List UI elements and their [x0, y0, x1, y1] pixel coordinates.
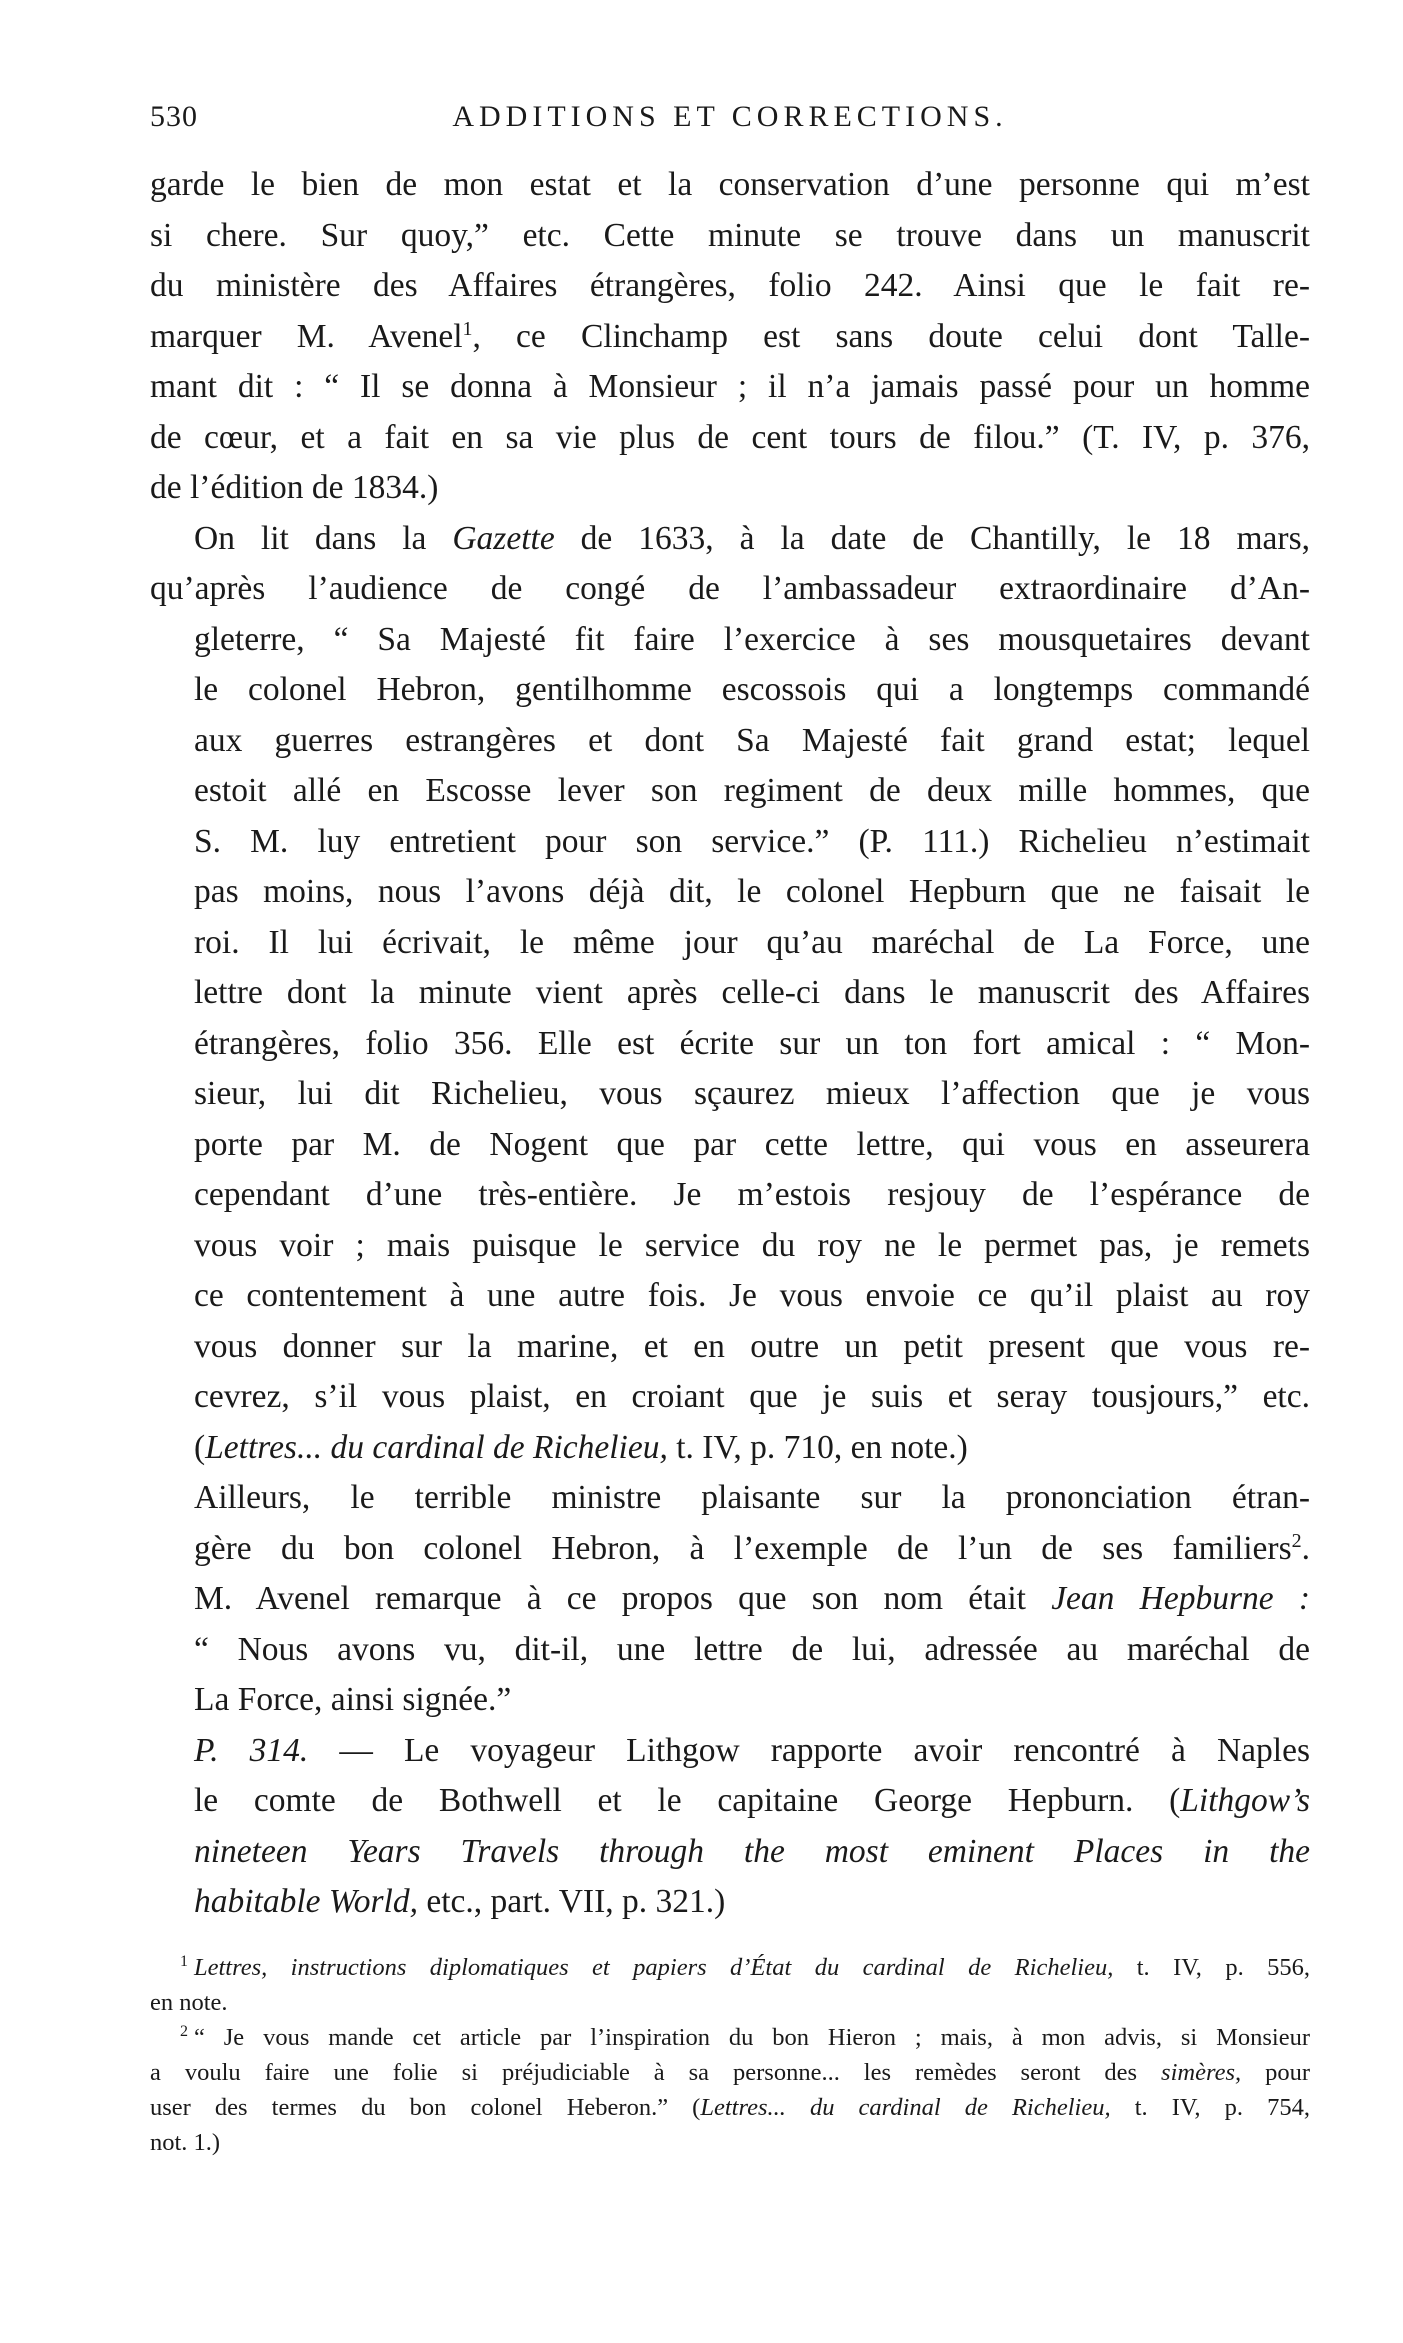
text-line: (Lettres... du cardinal de Richelieu, t. IV, p. 710, en note.) — [194, 1428, 968, 1466]
footnote-2 — [150, 2020, 1310, 2160]
text-line: cependant d’une très-entière. Je m’estois resjouy de l’espérance de — [194, 1176, 1310, 1213]
text-line: P. 314. — Le voyageur Lithgow rapporte avoir rencontré à Naples — [194, 1731, 1310, 1769]
footnote-mark: 2 — [180, 2022, 188, 2040]
footnote-line: not. 1.) — [150, 2129, 221, 2156]
text-line: gère du bon colonel Hebron, à l’exemple de l’un de ses familiers$^2$. — [194, 1529, 1310, 1567]
main-text — [150, 160, 1310, 1928]
text-line: nineteen Years Travels through the most eminent Places in the — [194, 1832, 1310, 1870]
text-line: mant dit : “ Il se donna à Monsieur ; il n’a jamais passé pour un homme — [150, 368, 1310, 405]
text-line: vous donner sur la marine, et en outre un petit present que vous re- — [194, 1327, 1310, 1365]
text-line: lettre dont la minute vient après celle-ci dans le manuscrit des Affaires — [194, 974, 1310, 1011]
footnote-line: $^1$ Lettres, instructions diplomatiques et papiers d’État du cardinal de Richelieu, t. IV, p. 556, — [180, 1952, 1310, 1981]
paragraph-1 — [150, 160, 1310, 514]
running-title: ADDITIONS ET CORRECTIONS. — [452, 100, 1008, 133]
footnote-ref-1: 1 — [462, 317, 473, 340]
text-line: vous voir ; mais puisque le service du roy ne le permet pas, je remets — [194, 1226, 1310, 1264]
italic-title: Gazette — [452, 519, 555, 557]
text-line: La Force, ainsi signée.” — [194, 1681, 512, 1718]
text-line: porte par M. de Nogent que par cette lettre, qui vous en asseurera — [194, 1125, 1310, 1163]
text-line: de cœur, et a fait en sa vie plus de cent tours de filou.” (T. IV, p. 376, — [150, 418, 1310, 456]
text-line: gleterre, “ Sa Majesté fit faire l’exercice à ses mousquetaires devant — [194, 620, 1310, 658]
footnote-line: user des termes du bon colonel Heberon.” (Lettres... du cardinal de Richelieu, t. IV, p. 754, — [150, 2094, 1310, 2121]
text-line: roi. Il lui écrivait, le même jour qu’au maréchal de La Force, une — [194, 923, 1310, 961]
text-line: estoit allé en Escosse lever son regiment de deux mille hommes, que — [194, 772, 1310, 809]
text-line: ce contentement à une autre fois. Je vous envoie ce qu’il plaist au roy — [194, 1277, 1310, 1314]
footnotes — [150, 1950, 1310, 2160]
paragraph-3 — [150, 1473, 1310, 1726]
text-line: aux guerres estrangères et dont Sa Majesté fait grand estat; lequel — [194, 721, 1310, 759]
text-line: le colonel Hebron, gentilhomme escossois qui a longtemps commandé — [194, 671, 1310, 708]
text-line: qu’après l’audience de congé de l’ambassadeur extraordinaire d’An- — [150, 570, 1310, 607]
text-line: sieur, lui dit Richelieu, vous sçaurez mieux l’affection que je vous — [194, 1075, 1310, 1112]
footnote-mark: 1 — [180, 1952, 188, 1970]
text-line: le comte de Bothwell et le capitaine George Hepburn. (Lithgow’s — [194, 1782, 1310, 1819]
italic-title: Lettres... du cardinal de Richelieu, — [205, 1428, 668, 1466]
footnote-line: a voulu faire une folie si préjudiciable à sa personne... les remèdes seront des simères, pour — [150, 2059, 1310, 2086]
text-line: S. M. luy entretient pour son service.” (P. 111.) Richelieu n’estimait — [194, 822, 1310, 860]
paragraph-4 — [150, 1726, 1310, 1928]
footnote-1 — [150, 1950, 1310, 2020]
text-line: si chere. Sur quoy,” etc. Cette minute se trouve dans un manuscrit — [150, 216, 1310, 254]
text-line: On lit dans la Gazette de 1633, à la date de Chantilly, le 18 mars, — [194, 519, 1310, 557]
text-line: “ Nous avons vu, dit-il, une lettre de lui, adressée au maréchal de — [194, 1630, 1310, 1668]
text-line: pas moins, nous l’avons déjà dit, le colonel Hepburn que ne faisait le — [194, 873, 1310, 910]
footnote-line: $^2$ “ Je vous mande cet article par l’inspiration du bon Hieron ; mais, à mon advis, si Monsieur — [180, 2022, 1310, 2051]
text-line: garde le bien de mon estat et la conservation d’une personne qui m’est — [150, 166, 1310, 203]
footnote-ref-2: 2 — [1291, 1529, 1302, 1552]
text-line: du ministère des Affaires étrangères, folio 242. Ainsi que le fait re- — [150, 267, 1310, 304]
text-line: cevrez, s’il vous plaist, en croiant que je suis et seray tousjours,” etc. — [194, 1378, 1310, 1415]
page-number: 530 — [150, 100, 198, 133]
text-line: de l’édition de 1834.) — [150, 469, 439, 506]
page-reference: P. 314. — [194, 1731, 309, 1769]
page-header — [150, 100, 1310, 150]
text-line: Ailleurs, le terrible ministre plaisante sur la prononciation étran- — [194, 1479, 1310, 1516]
italic-name: Jean Hepburne : — [1051, 1580, 1310, 1617]
text-line: marquer M. Avenel$^1$, ce Clinchamp est sans doute celui dont Talle- — [150, 317, 1311, 355]
text-line: habitable World, etc., part. VII, p. 321.) — [194, 1883, 726, 1920]
paragraph-2 — [150, 514, 1310, 1474]
text-line: étrangères, folio 356. Elle est écrite sur un ton fort amical : “ Mon- — [194, 1024, 1310, 1062]
footnote-line: en note. — [150, 1989, 228, 2016]
text-line: M. Avenel remarque à ce propos que son nom était Jean Hepburne : — [194, 1580, 1310, 1617]
